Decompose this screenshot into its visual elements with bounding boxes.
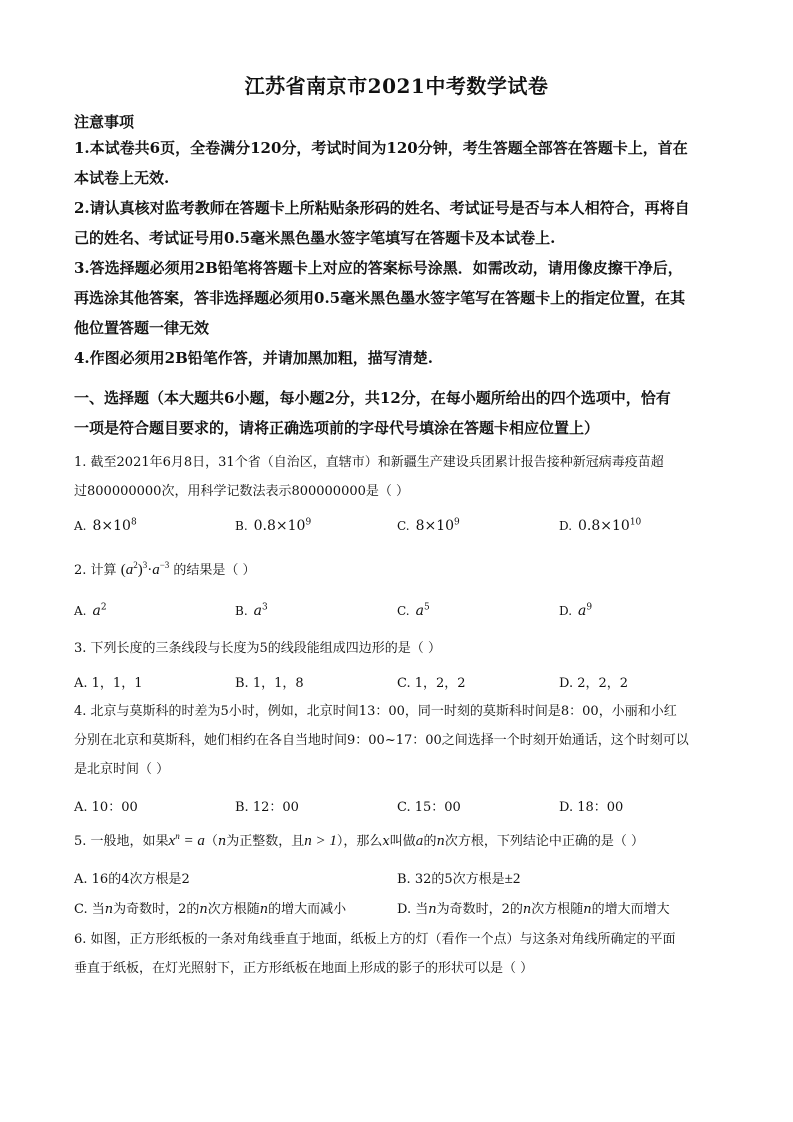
- question-line: 过800000000次，用科学记数法表示800000000是（ ）: [74, 484, 410, 499]
- question-line: 1. 截至2021年6月8日，31个省（自治区，直辖市）和新疆生产建设兵团累计报告接种新冠病毒疫苗超: [74, 455, 664, 470]
- notice-line: 己的姓名、考试证号用0.5毫米黑色墨水签字笔填写在答题卡及本试卷上.: [74, 229, 556, 247]
- notice-line: 2.请认真核对监考教师在答题卡上所粘贴条形码的姓名、考试证号是否与本人相符合，再将自: [74, 199, 690, 217]
- option-b[interactable]: B. $0.8\times 10^9$: [235, 517, 312, 534]
- question-line: 分别在北京和莫斯科，她们相约在各自当地时间9：00~17：00之间选择一个时刻开始通话，这个时刻可以: [74, 733, 689, 748]
- option-c[interactable]: C. 15：00: [397, 800, 461, 815]
- option-a[interactable]: A. 1，1，1: [74, 676, 143, 691]
- notice-line: 他位置答题一律无效: [74, 319, 210, 337]
- option-c[interactable]: C. $8\times 10^9$: [397, 517, 460, 534]
- question-line: 6. 如图，正方形纸板的一条对角线垂直于地面，纸板上方的灯（看作一个点）与这条对角线所确定的平面: [74, 932, 676, 947]
- option-d[interactable]: D. $a^9$: [559, 602, 593, 619]
- option-c[interactable]: C. 当n为奇数时，2的n次方根随n的增大而减小: [74, 902, 347, 917]
- question-6: [74, 925, 724, 983]
- option-a[interactable]: A. 10：00: [74, 800, 138, 815]
- question-2: 2. 计算 $(a^2)^3\cdot a^{-3}$ 的结果是（ ）: [74, 560, 256, 578]
- option-b[interactable]: B. 1，1，8: [235, 676, 304, 691]
- q2-expression: $(a^2)^3\cdot a^{-3}$: [120, 560, 170, 578]
- question-3-options: [74, 672, 724, 698]
- option-d[interactable]: D. 当n为奇数时，2的n次方根随n的增大而增大: [397, 902, 670, 917]
- notice-list: [74, 133, 724, 373]
- question-2-options: [74, 603, 724, 629]
- question-5-options-row2: [74, 898, 724, 924]
- question-line: 垂直于纸板，在灯光照射下，正方形纸板在地面上形成的影子的形状可以是（ ）: [74, 961, 534, 976]
- question-3: 3. 下列长度的三条线段与长度为5的线段能组成四边形的是（ ）: [74, 641, 441, 656]
- option-a[interactable]: A. 16的4次方根是2: [74, 872, 190, 887]
- option-c[interactable]: C. 1，2，2: [397, 676, 466, 691]
- notice-line: 4.作图必须用2B铅笔作答，并请加黑加粗，描写清楚.: [74, 349, 433, 367]
- question-1-options: [74, 518, 724, 544]
- option-d[interactable]: D. 18：00: [559, 800, 624, 815]
- option-c[interactable]: C. $a^5$: [397, 602, 430, 619]
- page-title: 江苏省南京市2021中考数学试卷: [244, 74, 549, 98]
- question-1: [74, 448, 724, 506]
- question-4: [74, 697, 724, 784]
- section-title: [74, 383, 724, 443]
- option-b[interactable]: B. 12：00: [235, 800, 299, 815]
- option-d[interactable]: D. 2，2，2: [559, 676, 629, 691]
- option-b[interactable]: B. 32的5次方根是±2: [397, 871, 521, 887]
- question-5: 5. 一般地，如果$x^n = a(n$为正整数，且n > 1），那么x叫做a的n次方根，下列结论中正确的是（ ）: [74, 831, 645, 849]
- notice-line: 1.本试卷共6页，全卷满分120分，考试时间为120分钟，考生答题全部答在答题卡上，首在: [74, 139, 688, 157]
- notice-line: 再选涂其他答案，答非选择题必须用0.5毫米黑色墨水签字笔写在答题卡上的指定位置，在其: [74, 289, 686, 307]
- notice-line: 3.答选择题必须用2B铅笔将答题卡上对应的答案标号涂黑．如需改动，请用像皮擦干净后，: [74, 259, 683, 277]
- notice-heading: 注意事项: [74, 113, 135, 131]
- question-5-options-row1: [74, 868, 724, 894]
- option-b[interactable]: B. $a^3$: [235, 602, 268, 619]
- option-a[interactable]: A. $a^2$: [74, 602, 107, 619]
- option-a[interactable]: A. $8\times 10^8$: [74, 517, 137, 534]
- question-4-options: [74, 796, 724, 822]
- question-line: 是北京时间（ ）: [74, 762, 170, 777]
- section-title-line: 一项是符合题目要求的，请将正确选项前的字母代号填涂在答题卡相应位置上）: [74, 419, 600, 437]
- section-title-line: 一、选择题（本大题共6小题，每小题2分，共12分，在每小题所给出的四个选项中，恰有: [74, 389, 671, 407]
- question-line: 4. 北京与莫斯科的时差为5小时，例如，北京时间13：00，同一时刻的莫斯科时间是8：00，小丽和小红: [74, 704, 677, 719]
- option-d[interactable]: D. $0.8\times 10^{10}$: [559, 517, 642, 534]
- notice-line: 本试卷上无效.: [74, 169, 170, 187]
